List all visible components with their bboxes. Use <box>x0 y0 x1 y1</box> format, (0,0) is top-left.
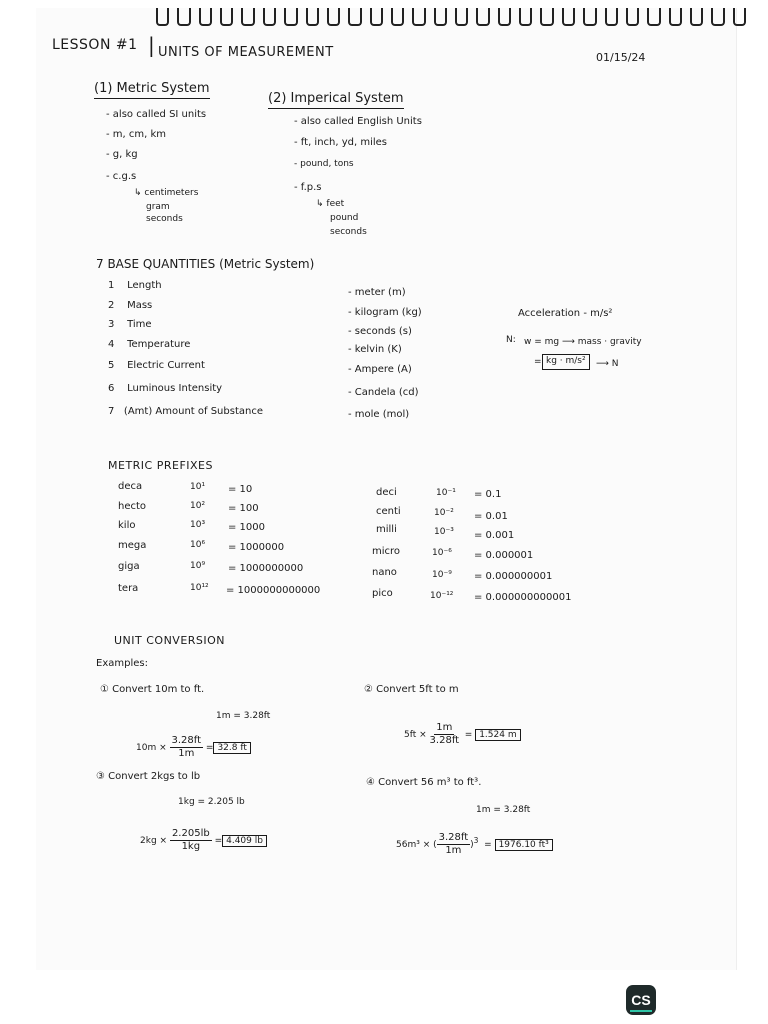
prefix-value: = 1000 <box>228 522 266 533</box>
prefix-power: 10¹² <box>190 583 209 593</box>
example-4-answer: 1976.10 ft³ <box>495 839 553 851</box>
newton-units: kg · m/s² <box>542 354 590 370</box>
unit-row: - mole (mol) <box>348 409 410 420</box>
prefix-value: = 0.1 <box>474 489 502 500</box>
fps-detail: ↳ feet <box>316 199 345 209</box>
prefixes-heading: METRIC PREFIXES <box>108 459 213 472</box>
metric-item: - also called SI units <box>106 109 207 120</box>
prefix-value: = 1000000000000 <box>226 585 321 596</box>
example-2-title: ② Convert 5ft to m <box>364 684 459 695</box>
spiral-binding <box>156 8 746 26</box>
prefix-name: nano <box>372 567 397 578</box>
imperial-heading: (2) Imperical System <box>268 92 404 109</box>
unit-row: - meter (m) <box>348 287 406 298</box>
prefix-name: mega <box>118 540 147 551</box>
imperial-item: - ft, inch, yd, miles <box>294 137 388 148</box>
imperial-item: - also called English Units <box>294 116 422 127</box>
date: 01/15/24 <box>596 51 646 64</box>
lesson-number: LESSON #1 <box>52 37 138 53</box>
weight-formula: w = mg ⟶ mass · gravity <box>524 337 642 347</box>
newton-label: N: <box>506 335 516 345</box>
lesson-title: UNITS OF MEASUREMENT <box>158 45 334 60</box>
example-4-title: ④ Convert 56 m³ to ft³. <box>366 777 482 788</box>
metric-heading: (1) Metric System <box>94 82 210 99</box>
quantity-row: 7 (Amt) Amount of Substance <box>108 406 263 417</box>
prefix-value: = 0.001 <box>474 530 515 541</box>
prefix-value: = 1000000 <box>228 542 285 553</box>
prefix-power: 10² <box>190 501 206 511</box>
prefix-power: 10⁻⁹ <box>432 570 452 580</box>
prefix-value: = 0.01 <box>474 511 508 522</box>
camscanner-logo: CS <box>626 985 656 1015</box>
prefix-value: = 1000000000 <box>228 563 304 574</box>
imperial-item: - pound, tons <box>294 159 354 169</box>
example-4-relation: 1m = 3.28ft <box>476 805 531 815</box>
example-1-title: ① Convert 10m to ft. <box>100 684 205 695</box>
prefix-value: = 0.000001 <box>474 550 534 561</box>
prefix-power: 10⁻¹ <box>436 488 456 498</box>
metric-item: - m, cm, km <box>106 129 167 140</box>
newton-arrow: ⟶ N <box>596 359 619 369</box>
imperial-item: - f.p.s <box>294 182 322 193</box>
fps-detail: pound <box>330 213 359 223</box>
prefix-value: = 0.000000001 <box>474 571 553 582</box>
examples-label: Examples: <box>96 658 148 669</box>
prefix-name: giga <box>118 561 140 572</box>
prefix-power: 10³ <box>190 520 206 530</box>
unit-row: - Candela (cd) <box>348 387 419 398</box>
example-1-relation: 1m = 3.28ft <box>216 711 271 721</box>
prefix-power: 10⁻¹² <box>430 591 454 601</box>
example-2-work: 5ft × $\frac{1m}{3.28ft}$ = 1.524 m <box>404 722 521 747</box>
prefix-power: 10⁶ <box>190 540 206 550</box>
example-3-answer: 4.409 lb <box>222 835 267 847</box>
unit-row: - Ampere (A) <box>348 364 412 375</box>
quantity-row: 6 Luminous Intensity <box>108 383 223 394</box>
quantity-row: 4 Temperature <box>108 339 191 350</box>
unit-row: - kelvin (K) <box>348 344 402 355</box>
fps-detail: seconds <box>330 227 367 237</box>
cgs-detail: seconds <box>146 214 183 224</box>
metric-item: - c.g.s <box>106 171 137 182</box>
quantity-row: 2 Mass <box>108 300 153 311</box>
cgs-detail: ↳ centimeters <box>134 188 199 198</box>
prefix-name: kilo <box>118 520 136 531</box>
prefix-value: = 10 <box>228 484 253 495</box>
prefix-power: 10⁻³ <box>434 527 454 537</box>
quantity-row: 3 Time <box>108 319 152 330</box>
title-divider: | <box>148 33 155 57</box>
prefix-name: deca <box>118 481 143 492</box>
example-1-answer: 32.8 ft <box>213 742 250 754</box>
acceleration-note: Acceleration - m/s² <box>518 308 613 319</box>
prefix-name: milli <box>376 524 397 535</box>
example-4-work: 56m³ × ( $\frac{3.28ft}{1m}$ )$^3$ = 1976.10 ft³ <box>396 832 553 857</box>
prefix-name: micro <box>372 546 401 557</box>
cgs-detail: gram <box>146 202 170 212</box>
prefix-value: = 100 <box>228 503 259 514</box>
example-2-answer: 1.524 m <box>475 729 520 741</box>
prefix-power: 10⁻⁶ <box>432 548 452 558</box>
example-3-title: ③ Convert 2kgs to lb <box>96 771 201 782</box>
prefix-value: = 0.000000000001 <box>474 592 572 603</box>
prefix-power: 10¹ <box>190 482 206 492</box>
prefix-name: deci <box>376 487 397 498</box>
base-quantities-heading: 7 BASE QUANTITIES (Metric System) <box>96 257 315 271</box>
prefix-name: centi <box>376 506 401 517</box>
prefix-power: 10⁻² <box>434 508 454 518</box>
prefix-name: tera <box>118 583 139 594</box>
prefix-name: pico <box>372 588 393 599</box>
conversion-heading: UNIT CONVERSION <box>114 634 226 647</box>
quantity-row: 5 Electric Current <box>108 360 205 371</box>
quantity-row: 1 Length <box>108 280 162 291</box>
prefix-name: hecto <box>118 501 147 512</box>
newton-equals: = <box>534 357 542 367</box>
unit-row: - kilogram (kg) <box>348 307 422 318</box>
metric-item: - g, kg <box>106 149 138 160</box>
example-1-work: 10m × $\frac{3.28ft}{1m}$ = 32.8 ft <box>136 735 251 760</box>
example-3-relation: 1kg = 2.205 lb <box>178 797 245 807</box>
prefix-power: 10⁹ <box>190 561 206 571</box>
example-3-work: 2kg × $\frac{2.205lb}{1kg}$ = 4.409 lb <box>140 828 267 853</box>
unit-row: - seconds (s) <box>348 326 412 337</box>
